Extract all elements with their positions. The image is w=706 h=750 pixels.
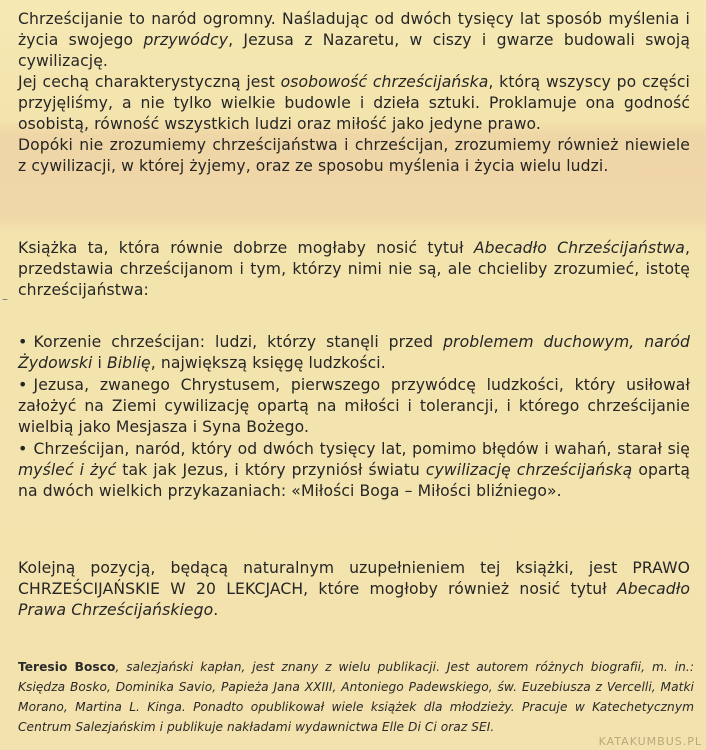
intro-paragraphs <box>18 9 690 177</box>
bullet-item-jesus <box>18 374 690 438</box>
italic-run: cywilizację chrześcijańską <box>425 461 633 479</box>
intro-paragraph-1 <box>18 9 690 72</box>
intro-paragraph-2 <box>18 72 690 135</box>
book-description-paragraph <box>18 238 690 301</box>
bullet-item-roots <box>18 331 690 374</box>
next-book-paragraph <box>18 558 690 621</box>
intro-paragraph-3: Dopóki nie zrozumiemy chrześcijaństwa i chrześcijan, zrozumiemy również niewiele z cywilizacji, w której żyjemy, oraz ze sposobu myślenia i życia wielu ludzi. <box>18 136 690 175</box>
text-run: Jezusa, zwanego Chrystusem, pierwszego przywódcę ludzkości, który usiłował założyć na Ziemi cywilizację opartą na miłości i tolerancji, i którego chrześcijanie wielbią jako Mesjasza i Syna Bożego. <box>18 376 690 436</box>
italic-run: Abecadło Prawa Chrześcijańskiego <box>18 580 690 619</box>
text-run: Jej cechą charakterystyczną jest <box>18 73 281 91</box>
watermark: KATAKUMBUS.PL <box>598 735 702 748</box>
text-run: tak jak Jezus, i który przyniósł światu <box>116 461 426 479</box>
bullet-list <box>18 331 690 502</box>
bullet-icon: • <box>18 332 28 351</box>
author-bio <box>18 657 694 737</box>
text-run: , którą wszyscy po części przyjęliśmy, a nie tylko wielkie budowle i dzieła sztuki. Proklamuje ona godność osobistą, równość wszystkich ludzi oraz miłość jako jedyne prawo. <box>18 73 690 133</box>
text-run: i <box>92 354 107 372</box>
text-run: opartą na dwóch wielkich przykazaniach: «Miłości Boga – Miłości bliźniego». <box>18 461 691 500</box>
italic-run: Abecadło Chrześcijaństwa <box>473 239 685 257</box>
text-run: , największą księgę ludzkości. <box>150 354 386 372</box>
bullet-item-christians <box>18 438 690 502</box>
text-run: . <box>213 601 219 619</box>
text-run: Książka ta, która równie dobrze mogłaby nosić tytuł <box>18 239 474 257</box>
italic-run: osobowość chrześcijańska <box>280 73 489 91</box>
author-bio-text: , salezjański kapłan, jest znany z wielu publikacji. Jest autorem różnych biografii, m. in.: Księdza Bosko, Dominika Savio, Papieża Jana XXIII, Antoniego Padewskiego, św. Euzebiusza z Vercelli, Matki Morano, Martina L. Kinga. Ponadto opublikował wiele książek dla młodzieży. Pracuje w Katechetycznym Centrum Salezjańskim i publikuje nakładami wydawnictwa Elle Di Ci oraz SEI. <box>18 660 694 734</box>
italic-run: myśleć i żyć <box>18 461 117 479</box>
bullet-icon: • <box>18 375 28 394</box>
author-name: Teresio Bosco <box>18 660 116 674</box>
italic-run: problemem duchowym, naród Żydowski <box>18 333 691 372</box>
italic-run: Biblię <box>106 354 151 372</box>
margin-mark: – <box>2 292 8 306</box>
bullet-icon: • <box>18 439 28 458</box>
text-run: Chrześcijanie to naród ogromny. Naśladując od dwóch tysięcy lat sposób myślenia i życia swojego <box>18 10 690 49</box>
text-run: , Jezusa z Nazaretu, w ciszy i gwarze budowali swoją cywilizację. <box>18 31 690 70</box>
italic-run: przywódcy <box>143 31 229 49</box>
text-run: Chrześcijan, naród, który od dwóch tysięcy lat, pomimo błędów i wahań, starał się <box>33 440 690 458</box>
text-run: Korzenie chrześcijan: ludzi, którzy stanęli przed <box>33 333 444 351</box>
text-run: , przedstawia chrześcijanom i tym, którzy nimi nie są, ale chcieliby zrozumieć, istotę chrześcijaństwa: <box>18 239 690 299</box>
text-run: Kolejną pozycją, będącą naturalnym uzupełnieniem tej książki, jest PRAWO CHRZEŚCIJAŃSKIE W 20 LEKCJACH, które mogłoby również nosić tytuł <box>18 559 690 598</box>
